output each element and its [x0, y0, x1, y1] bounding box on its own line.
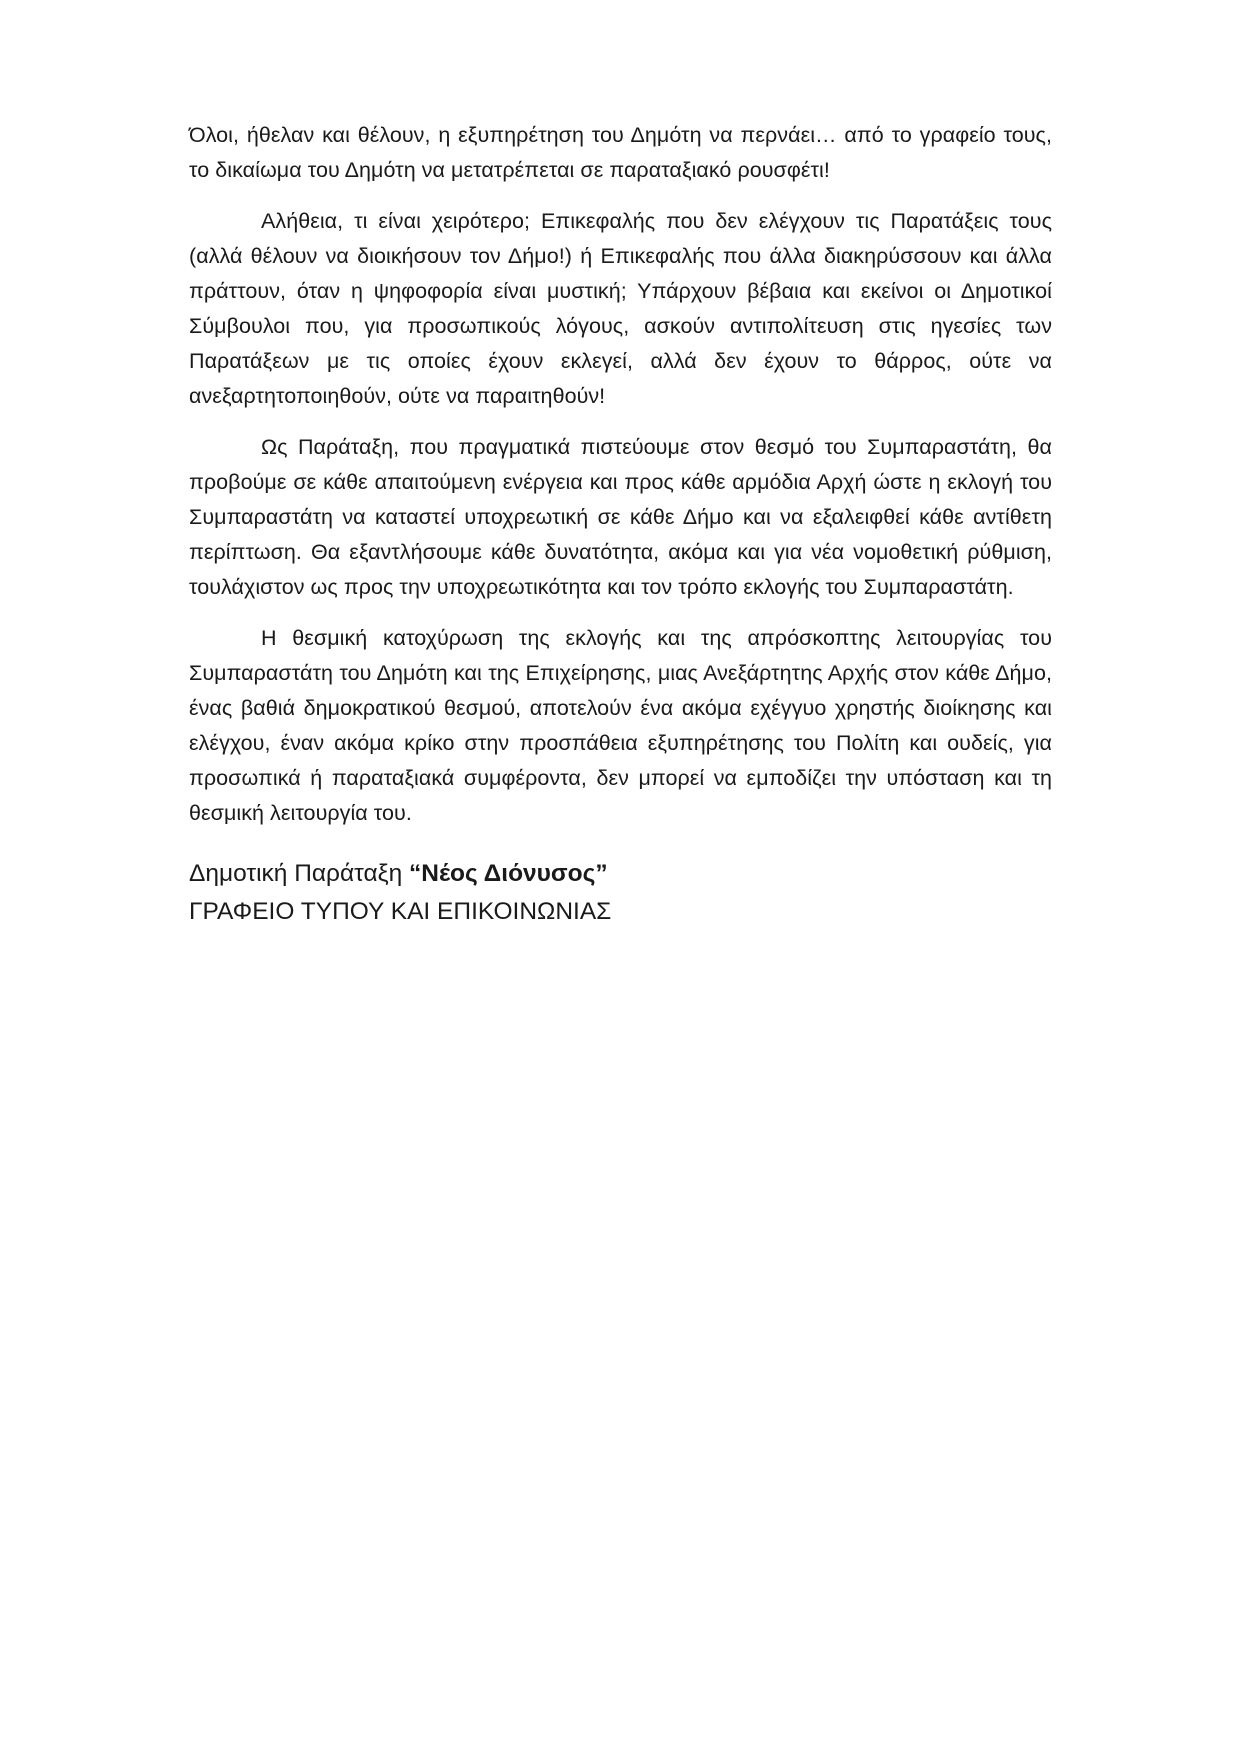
- paragraph-4: Η θεσμική κατοχύρωση της εκλογής και της απρόσκοπτης λειτουργίας του Συμπαραστάτη του Δημότη και της Επιχείρησης, μιας Ανεξάρτητης Αρχής στον κάθε Δήμο, ένας βαθιά δημοκρατικού θεσμού, αποτελούν ένα ακόμα εχέγγυο χρηστής διοίκησης και ελέγχου, έναν ακόμα κρίκο στην προσπάθεια εξυπηρέτησης του Πολίτη και ουδείς, για προσωπικά ή παραταξιακά συμφέροντα, δεν μπορεί να εμποδίζει την υπόσταση και τη θεσμική λειτουργία του.: [189, 626, 1052, 825]
- signature-faction-line: [189, 855, 1052, 893]
- paragraph-1: Όλοι, ήθελαν και θέλουν, η εξυπηρέτηση του Δημότη να περνάει… από το γραφείο τους, το δικαίωμα του Δημότη να μετατρέπεται σε παραταξιακό ρουσφέτι!: [189, 123, 1052, 182]
- document-page: [189, 118, 1052, 931]
- signature-block: [189, 855, 1052, 931]
- signature-prefix: Δημοτική Παράταξη: [189, 860, 410, 887]
- paragraph-3: Ως Παράταξη, που πραγματικά πιστεύουμε στον θεσμό του Συμπαραστάτη, θα προβούμε σε κάθε απαιτούμενη ενέργεια και προς κάθε αρμόδια Αρχή ώστε η εκλογή του Συμπαραστάτη να καταστεί υποχρεωτική σε κάθε Δήμο και να εξαλειφθεί κάθε αντίθετη περίπτωση. Θα εξαντλήσουμε κάθε δυνατότητα, ακόμα και για νέα νομοθετική ρύθμιση, τουλάχιστον ως προς την υποχρεωτικότητα και τον τρόπο εκλογής του Συμπαραστάτη.: [189, 435, 1052, 599]
- paragraph-2: Αλήθεια, τι είναι χειρότερο; Επικεφαλής που δεν ελέγχουν τις Παρατάξεις τους (αλλά θέλουν να διοικήσουν τον Δήμο!) ή Επικεφαλής που άλλα διακηρύσσουν και άλλα πράττουν, όταν η ψηφοφορία είναι μυστική; Υπάρχουν βέβαια και εκείνοι οι Δημοτικοί Σύμβουλοι που, για προσωπικούς λόγους, ασκούν αντιπολίτευση στις ηγεσίες των Παρατάξεων με τις οποίες έχουν εκλεγεί, αλλά δεν έχουν το θάρρος, ούτε να ανεξαρτητοποιηθούν, ούτε να παραιτηθούν!: [189, 209, 1052, 408]
- signature-party-name: “Νέος Διόνυσος”: [409, 860, 608, 887]
- signature-office: ΓΡΑΦΕΙΟ ΤΥΠΟΥ ΚΑΙ ΕΠΙΚΟΙΝΩΝΙΑΣ: [189, 898, 612, 925]
